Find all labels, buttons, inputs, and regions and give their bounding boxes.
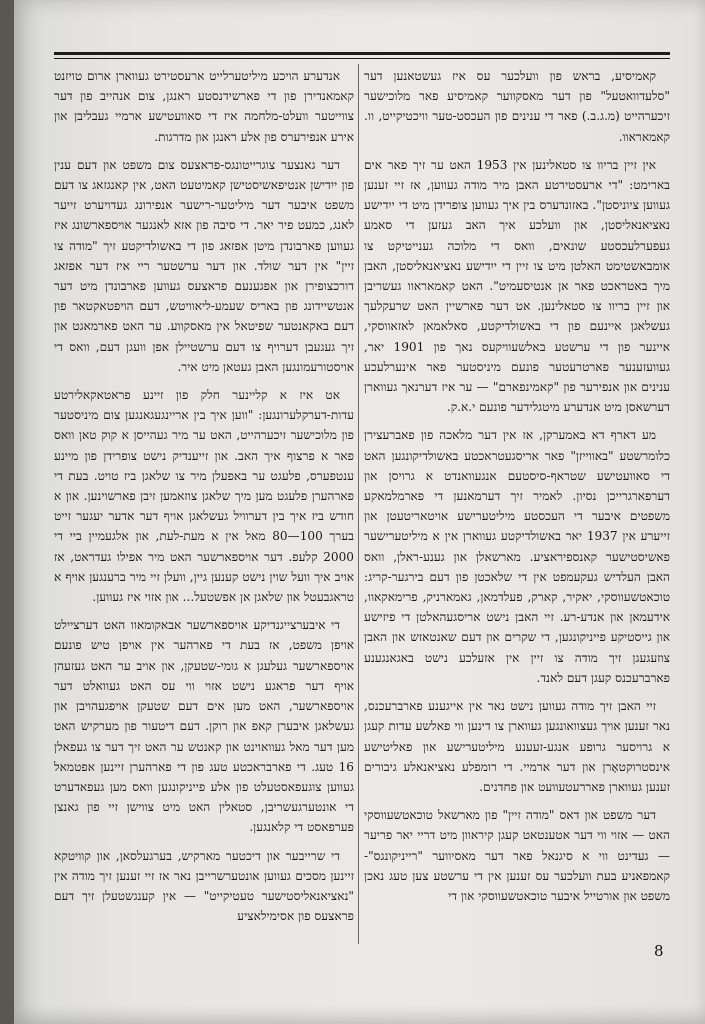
right-column	[364, 66, 670, 946]
page-number: 8	[654, 942, 664, 960]
paragraph: קאמיסיע, בראש פון וועלכער עס איז געשטאנען דער "סלעדוואטעל" פון דער מאסקווער קאמיסיע פאר מלוכישער זיכערהייט (מ.ג.ב.) פאר די ענינים פון העכסט-טער וויכטיקייט, וו. קאמאראוו.	[364, 69, 670, 144]
paragraph: אנדערע הויכע מיליטערלייט ארעסטירט געווארן ארום טויזנט קאמאנדירן פון די פארשידנסטע ראנגן, צום אנהייב פון דער צווייטער וועלט-מלחמה איז די סאוועטישע ארמיי געבליבן און אירע אנפירערס פון אלע ראנגן און מדרגות.	[54, 69, 354, 144]
left-column	[54, 66, 354, 966]
paragraph: דער משפט און דאס "מודה זיין" פון מארשאל טוכאטשעווסקי האט — אזוי ווי דער אטענטאט קעגן קיראוון מיט דריי יאר פריער — געדינט ווי א סיגנאל פאר דער מאסיווער "רייניקונגס"-קאמפאניע בעת וועלכער עס זענען אין די ערשטע צען טעג נאכן משפט און אורטייל איבער טוכאטשעווסקי און די	[364, 808, 670, 903]
column-divider	[358, 64, 359, 944]
paragraph: די איבערצייגנדיקע אויספארשער אבאקומאוו האט דערציילט אויפן משפט, אז בעת די פארהער אין אויפן טיש פונעם אויספארשער געלעגן א גומי-שטעקן, און אויב ער האט געזעהן אויף דער פראגע נישט אזוי ווי עס האט געוואלט דער אויספארשער, האט מען אים דעם שטעקן אויפגעהויבן און געשלאגן איבערן קאפ און רוקן. דעם דיטעור פון מערקיש האט מען דער מאל געוואוינט און קאנטש ער האט זיך דער צו געפאלן 16 טעג. די פארבראכטע טעג פון די פארהערן זיינען אפטמאל געווען צוגעפאסטעלט פון אלע פייניקונגען וואס מען געפאדערט די אונטערגעשריבן, סטאלין האט מיט צווישן זיי פון גאנצן פערפאסט די קלאנגען.	[54, 618, 354, 835]
paragraph: אט איז א קליינער חלק פון זיינע פראטאקאלירטע עדות-דערקלערונגען: "ווען איך בין אריינגעגאנגען צום מיניסטער פון מלוכישער זיכערהייט, האט ער מיר געהייסן א קוק טאן וואס פאר א פרצוף איך האב. און זייענדיק נישט צופרידן פון מיינע ענטפערס, פלעגט ער באפעלן מיר צו שלאגן ביז טויט. בעת די פארהערן פלעגט מען מיך שלאגן צוזאמען זיבן פארשוינען. און א חודש ביז איך בין דערוויל געשלאגן אויף דער אדער יעגער זייט בערך 100—80 מאל אין א מעת-לעת, און אלגעמיין ביי די 2000 קלעפ. דער אויספארשער האט מיר אפילו געדראט, אז אויב איך וועל שוין נישט קענען גיין, וועלן זיי מיר ברענגען אויף א טראגבעטל און שלאגן אן אפשטעל... און אזוי איז געווען.	[54, 388, 354, 605]
paragraph: מע דארף דא באמערקן, אז אין דער מלאכה פון פאברעצירן כלומרשטע "באווייזן" פאר אריסגעטראכטע באשולדיקונגען האט די סאוועטישע שטראף-סיסטעם אנגעוואנדט א גרויסן און דערפארגרייכן נסיון. לאמיר זיך דערמאנען די פארמלמאקע משפטים איבער די העכסטע מיליטערישע אויטאריטעטן און זייערע אין 1937 יאר באשולדיקטע געווארן אין א מיליטערישער פאשיסטישער קאנספיראציע. מארשאלן און גענע-ראלן, וואס האבן העלדיש געקעמפט אין די שלאכטן פון דעם בירגער-קריג: טוכאטשעווסקי, יאקיר, קארק, פעלדמאן, גאמארניק, פרימאקאוו, אידעמאן און אנדע-רע. זיי האבן נישט אריסגעהאלטן די פיזישע און גייסטיקע פייניקונגען, די שקרים און דעם שאנטאזש און האבן צוזעגעגן זיך מודה צו זיין אין אזעלכע נישט באגאנגענע פארברעכנס קעגן דעם לאנד.	[364, 428, 670, 685]
paragraph: דער גאנצער צוגרייטונגס-פראצעס צום משפט און דעם ענין פון ייִדישן אנטיפאשיסטישן קאמיטעט האט, אין קאנגזאג צו דעם משפט איבער דער מיליטער-רישער אנפירונג געדויערט זייער לאנג, כמעט פיר יאר. די סיבה פון אזא לאנגער אויספארשונג איז געווען פארבונדן מיטן אפזאג פון די באשולדיקטע זיך "מודה צו זיין" אין דער שולד. און דער ערשטער ריי איז דער אפזאג דורכצופירן און אפגענעם פראצעס געווען פארבונדן מיט דער אנטשיידונג פון באריס שעמע-ליאוויטש, דעם הויפטאקטאר פון דעם באקאנטער שפיטאל אין מאסקווע. ער האט פארמאגט און זיך געגעבן דערויף צו דעם ערשטיילן אפן וועגן דעם, וואס די אויסטורעמונגען האבן געטאן מיט איר.	[54, 157, 354, 374]
paragraph: זיי האבן זיך מודה געווען נישט נאר אין אייגענע פארברעכנס, נאר זענען אויך געצוואונגען געווארן צו דינען ווי פאלשע עדות קעגן א גרויסער גרופע אנגע-זעענע מיליטערישע און פאליטישע אינסטרוקטאָרן און דער ארמיי. די רומפלע נאציאנאלע גיבורים זענען געווארן פאררעטעוועט און פחדנים.	[364, 699, 670, 794]
header-rule-thin	[54, 58, 670, 59]
paragraph: אין זיין בריוו צו סטאלינען אין 1953 האט ער זיך פאר אים בארימט: "די ארעסטירטע האבן מיר מודה געווען, אז זיי זענען געווען ציוניסטן". באזונדערס בין איך געווען צופרידן מיט די ייִדישע נאציאנאליסטן, און וועלכע איך האב געזען די סאמע געפערלעכסטע שונאים, וואס די מלוכה גענייטיקט צו אומבאשטימט האלטן מיט צו זיין די ייִדישע נאציאנאליסטן, האבן מיך באטראכט פאר אן אנטיסעמיט". האט קאמאראוו געשריבן און זיין בריוו צו סטאלינען. אט דער פארשיין האט שרעקלעך געשלאגן איינעם פון די באשולדיקטע, סאלאמאן לאזאווסקי, איינער פון די ערשטע באלשעוויקעס נאך פון 1901 יאר, געוועזענער פארטרעטער פונעם מיניסטער פאר אינערלעכע ענינים און אנפירער פון "קאמינפארם" — ער איז דערנאך געווארן דערשאסן מיט אנדערע מיטגלידער פונעם י.א.ק.	[364, 157, 670, 415]
paragraph: די שרייבער און דיכטער מארקיש, בערגעלסאן, און קוויטקא זיינען מסכים געווען אונטערשרייבן נאר אז זיי זענען זיך מודה אין "נאציאנאליסטישער טעטיקייט" — אין קענגשטעלן זיך דעם פראצעס פון אסימילאציע	[54, 848, 354, 924]
header-rule-thick	[54, 52, 670, 55]
newspaper-page	[14, 0, 705, 1024]
